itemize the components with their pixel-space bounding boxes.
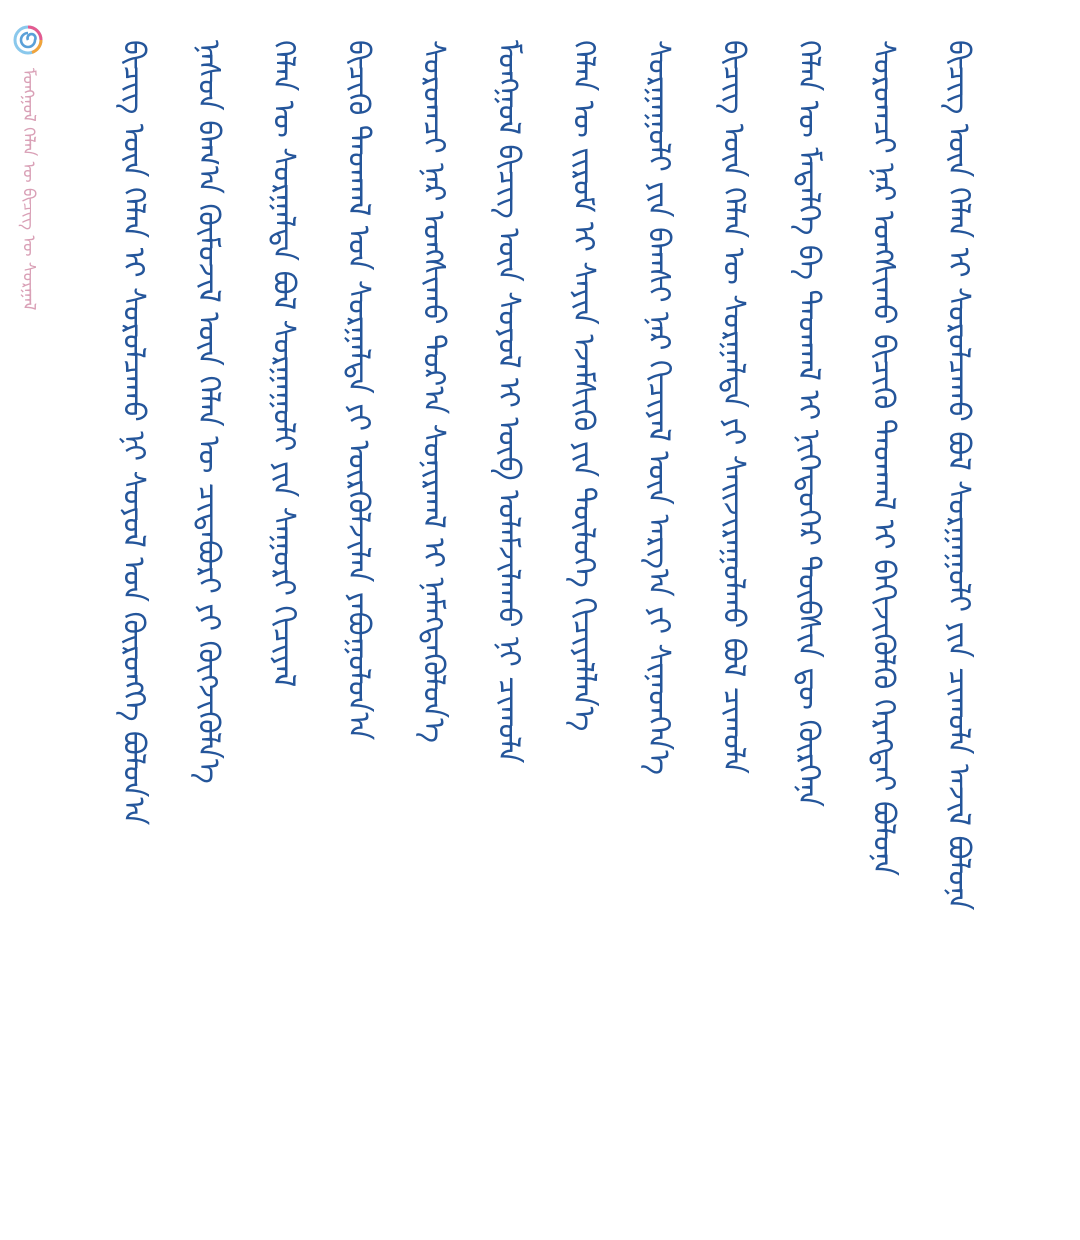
- text-column-7: ᠮᠣᠩᠭᠣᠯ ᠪᠢᠴᠢᠭ ᠦᠨ ᠰᠣᠶᠣᠯ ᠢ ᠥᠪ ᠤᠯᠠᠮᠵᠢᠯᠠᠬᠤ ᠨᠢ ᠴᠢᠬᠤᠯᠠ: [491, 40, 526, 764]
- text-column-3: ᠬᠡᠯᠡᠨ ᠦ ᠮᠡᠳᠡᠯᠭᠡ ᠪᠠ ᠳᠠᠳᠬᠠᠯ ᠢ ᠨᠢᠭᠡᠳᠦᠭᠡᠷ ᠲᠦᠪᠰᠢᠨ ᠳᠦ ᠬᠦᠷᠭᠡᠨᠡ: [791, 40, 826, 808]
- text-column-9: ᠪᠢᠴᠢᠬᠦ ᠳᠠᠳᠬᠠᠯ ᠤᠨ ᠰᠤᠷᠭᠠᠯᠲᠠ ᠶᠢ ᠦᠷᠭᠦᠯᠵᠢᠯᠡᠨ ᠶᠠᠪᠤᠭᠤᠯᠤᠨ᠎ᠠ: [341, 40, 376, 741]
- text-column-11: ᠨᠠᠰᠤᠨ ᠪᠠᠭ᠎ᠠ ᠬᠦᠮᠦᠵᠢᠯ ᠦᠨ ᠬᠡᠯᠡᠨ ᠦ ᠴᠢᠳᠠᠪᠤᠷᠢ ᠶᠢ ᠬᠥᠭᠵᠢᠭᠦᠯᠨ᠎ᠡ: [191, 40, 226, 784]
- text-column-1: ᠪᠢᠴᠢᠭ ᠦᠨ ᠬᠡᠯᠡᠨ ᠢ ᠰᠤᠷᠤᠯᠴᠠᠬᠤ ᠪᠣᠯ ᠰᠤᠷᠭᠠᠭᠤᠯᠢ ᠶᠢᠨ ᠴᠢᠬᠤᠯᠠ ᠠᠵᠢᠯ ᠪᠣᠯᠤᠨᠠ: [941, 40, 976, 911]
- text-column-10: ᠬᠡᠯᠡᠨ ᠦ ᠰᠤᠷᠭᠠᠯᠲᠠ ᠪᠣᠯ ᠰᠤᠷᠭᠠᠭᠤᠯᠢ ᠶᠢᠨ ᠰᠠᠭᠤᠷᠢ ᠬᠢᠴᠢᠶᠡᠯ: [266, 40, 301, 688]
- text-column-2: ᠰᠤᠷᠤᠭᠴᠢ ᠨᠠᠷ ᠤᠩᠰᠢᠬᠤ ᠪᠢᠴᠢᠬᠦ ᠳᠠᠳᠬᠠᠯ ᠢ ᠪᠡᠬᠢᠵᠢᠭᠦᠯᠬᠦ ᠬᠡᠷᠡᠭᠲᠡᠢ ᠪᠣᠯᠤᠨᠠ: [866, 40, 901, 877]
- text-column-12: ᠪᠢᠴᠢᠭ ᠦᠨ ᠬᠡᠯᠡᠨ ᠢ ᠰᠤᠷᠤᠯᠴᠠᠬᠤ ᠨᠢ ᠰᠣᠶᠣᠯ ᠤᠨ ᠬᠥᠷᠥᠩᠭᠡ ᠪᠣᠯᠤᠨ᠎ᠠ: [116, 40, 151, 826]
- text-column-4: ᠪᠢᠴᠢᠭ ᠦᠨ ᠬᠡᠯᠡᠨ ᠦ ᠰᠤᠷᠭᠠᠯᠲᠠ ᠶᠢ ᠰᠠᠢᠵᠢᠷᠠᠭᠤᠯᠬᠤ ᠪᠣᠯ ᠴᠢᠬᠤᠯᠠ: [716, 40, 751, 774]
- brand-text: ᠮᠣᠩᠭᠣᠯ ᠬᠡᠯᠡᠨ ᠦ ᠪᠢᠴᠢᠭ ᠦ ᠰᠤᠷᠭᠠᠯ: [18, 68, 39, 311]
- text-column-8: ᠰᠤᠷᠤᠭᠴᠢ ᠨᠠᠷ ᠤᠩᠰᠢᠬᠤ ᠳᠤᠷ᠎ᠠ ᠰᠣᠨᠢᠷᠬᠠᠯ ᠢ ᠨᠡᠮᠡᠭᠳᠡᠭᠦᠯᠦᠨ᠎ᠡ: [416, 40, 451, 743]
- swirl-logo-icon: [12, 24, 44, 56]
- text-column-5: ᠰᠤᠷᠭᠠᠭᠤᠯᠢ ᠶᠢᠨ ᠪᠠᠭᠰᠢ ᠨᠠᠷ ᠬᠢᠴᠢᠶᠡᠯ ᠦᠨ ᠠᠷᠭ᠎ᠠ ᠶᠢ ᠰᠢᠨᠡᠳᠭᠡᠨ᠎ᠡ: [641, 40, 676, 776]
- brand-strip: [6, 24, 50, 464]
- text-column-6: ᠬᠡᠯᠡᠨ ᠦ ᠵᠢᠷᠤᠮ ᠢ ᠰᠠᠶᠢᠨ ᠡᠵᠡᠮᠰᠢᠬᠦ ᠶᠢᠨ ᠲᠥᠯᠥᠭᠡ ᠬᠢᠴᠢᠶᠡᠯᠯᠡᠨ᠎ᠡ: [566, 40, 601, 732]
- vertical-text-body: [116, 40, 976, 1200]
